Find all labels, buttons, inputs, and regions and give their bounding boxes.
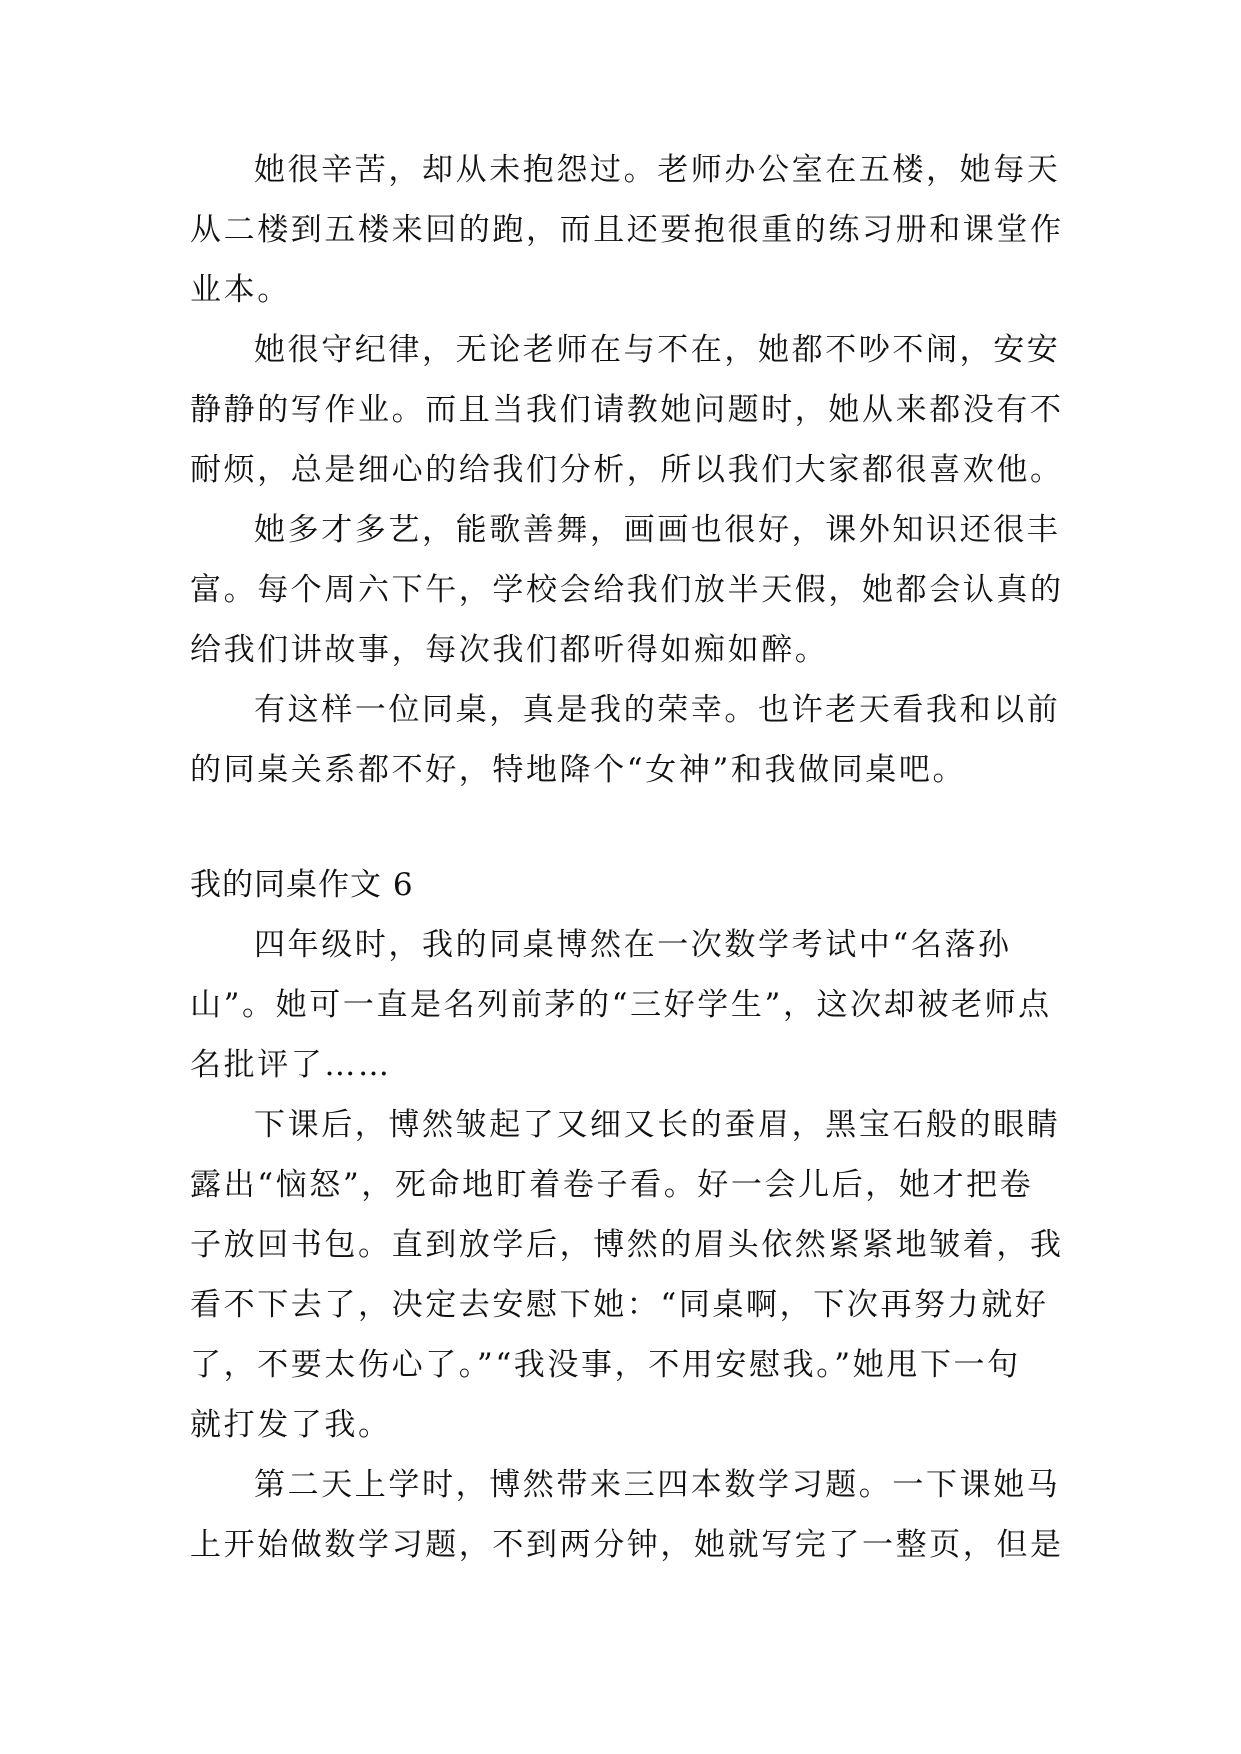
paragraph-line: 她很守纪律，无论老师在与不在，她都不吵不闹，安安: [254, 332, 1061, 368]
paragraph-line: 四年级时，我的同桌博然在一次数学考试中“名落孙: [254, 927, 1012, 963]
paragraph-line: 业本。: [190, 272, 291, 308]
paragraph-line: 她多才多艺，能歌善舞，画画也很好，课外知识还很丰: [254, 512, 1061, 548]
paragraph-line: 从二楼到五楼来回的跑，而且还要抱很重的练习册和课堂作: [190, 212, 1064, 248]
paragraph-line: 名批评了……: [190, 1047, 392, 1083]
paragraph-line: 她很辛苦，却从未抱怨过。老师办公室在五楼，她每天: [254, 152, 1061, 188]
paragraph-line: 了，不要太伤心了。”“我没事，不用安慰我。”她甩下一句: [190, 1347, 1021, 1383]
paragraph-line: 第二天上学时，博然带来三四本数学习题。一下课她马: [254, 1467, 1061, 1503]
paragraph-line: 富。每个周六下午，学校会给我们放半天假，她都会认真的: [190, 572, 1064, 608]
paragraph-line: 下课后，博然皱起了又细又长的蚕眉，黑宝石般的眼睛: [254, 1107, 1061, 1143]
paragraph-line: 露出“恼怒”，死命地盯着卷子看。好一会儿后，她才把卷: [190, 1167, 1034, 1203]
paragraph-line: 就打发了我。: [190, 1407, 392, 1443]
paragraph-line: 山”。她可一直是名列前茅的“三好学生”，这次却被老师点: [190, 987, 1052, 1023]
paragraph-line: 子放回书包。直到放学后，博然的眉头依然紧紧地皱着，我: [190, 1227, 1064, 1263]
section-heading: 我的同桌作文 6: [190, 867, 414, 903]
paragraph-line: 静静的写作业。而且当我们请教她问题时，她从来都没有不: [190, 392, 1064, 428]
paragraph-line: 有这样一位同桌，真是我的荣幸。也许老天看我和以前: [254, 692, 1061, 728]
paragraph-line: 看不下去了，决定去安慰下她：“同桌啊，下次再努力就好: [190, 1287, 1049, 1323]
paragraph-line: 上开始做数学习题，不到两分钟，她就写完了一整页，但是: [190, 1527, 1064, 1563]
paragraph-line: 耐烦，总是细心的给我们分析，所以我们大家都很喜欢他。: [190, 452, 1064, 488]
paragraph-line: 的同桌关系都不好，特地降个“女神”和我做同桌吧。: [190, 752, 967, 788]
paragraph-line: 给我们讲故事，每次我们都听得如痴如醉。: [190, 632, 829, 668]
